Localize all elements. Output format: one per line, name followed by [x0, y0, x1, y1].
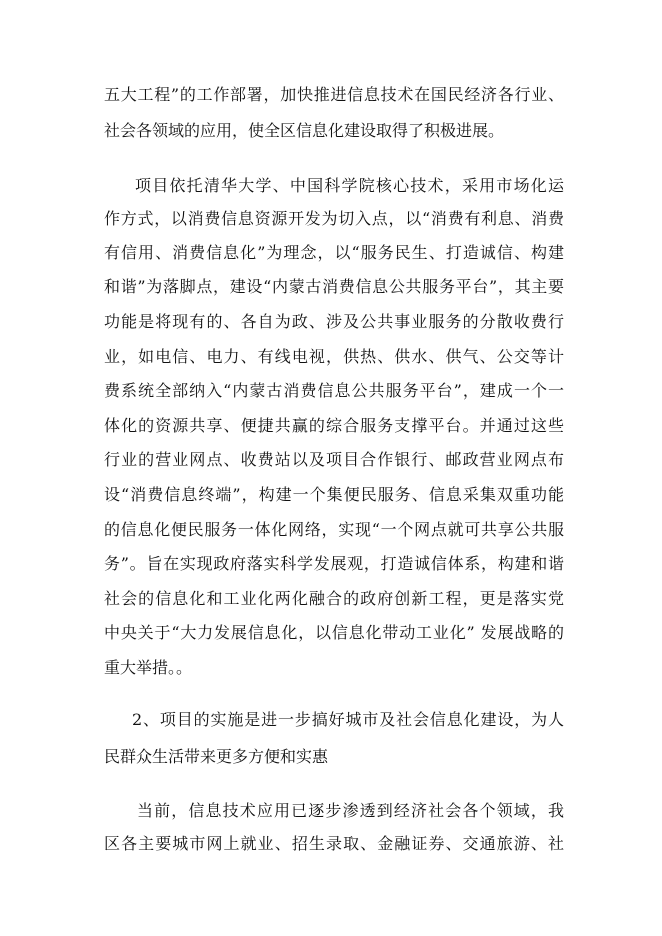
section-heading-2-line-2: 民群众生活带来更多方便和实惠	[104, 747, 329, 766]
paragraph-1-line-1: 五大工程”的工作部署，加快推进信息技术在国民经济各行业、	[104, 85, 564, 104]
paragraph-2-line-11: 的信息化便民服务一体化网络，实现“一个网点就可共享公共服	[104, 520, 564, 539]
paragraph-2-line-7: 费系统全部纳入“内蒙古消费信息公共服务平台”，建成一个一	[104, 381, 564, 400]
paragraph-2-line-15: 重大举措。。	[104, 658, 193, 677]
paragraph-2-line-2: 作方式，以消费信息资源开发为切入点，以“消费有利息、消费	[104, 209, 564, 228]
paragraph-2-line-14: 中央关于“大力发展信息化，以信息化带动工业化” 发展战略的	[104, 623, 564, 642]
paragraph-3-line-1: 当前，信息技术应用已逐步渗透到经济社会各个领域，我	[137, 801, 564, 820]
section-heading-2-line-1: 2、项目的实施是进一步搞好城市及社会信息化建设，为人	[132, 710, 564, 729]
paragraph-2-line-13: 社会的信息化和工业化两化融合的政府创新工程，更是落实党	[104, 589, 564, 608]
paragraph-2-line-4: 和谐”为落脚点，建设“内蒙古消费信息公共服务平台”，其主要	[104, 277, 564, 296]
paragraph-2-line-10: 设“消费信息终端”，构建一个集便民服务、信息采集双重功能	[104, 485, 564, 504]
paragraph-2-line-6: 业，如电信、电力、有线电视，供热、供水、供气、公交等计	[104, 347, 564, 366]
paragraph-1-line-2: 社会各领域的应用，使全区信息化建设取得了积极进展。	[104, 121, 505, 140]
paragraph-3-line-2: 区各主要城市网上就业、招生录取、金融证券、交通旅游、社	[104, 834, 564, 853]
paragraph-2-line-9: 行业的营业网点、收费站以及项目合作银行、邮政营业网点布	[104, 450, 564, 469]
paragraph-2-line-3: 有信用、消费信息化”为理念，以“服务民生、打造诚信、构建	[104, 243, 564, 262]
paragraph-2-line-8: 体化的资源共享、便捷共赢的综合服务支撑平台。并通过这些	[104, 416, 564, 435]
paragraph-2-line-1: 项目依托清华大学、中国科学院核心技术，采用市场化运	[135, 176, 564, 195]
paragraph-2-line-5: 功能是将现有的、各自为政、涉及公共事业服务的分散收费行	[104, 312, 564, 331]
paragraph-2-line-12: 务”。旨在实现政府落实科学发展观，打造诚信体系，构建和谐	[104, 554, 564, 573]
